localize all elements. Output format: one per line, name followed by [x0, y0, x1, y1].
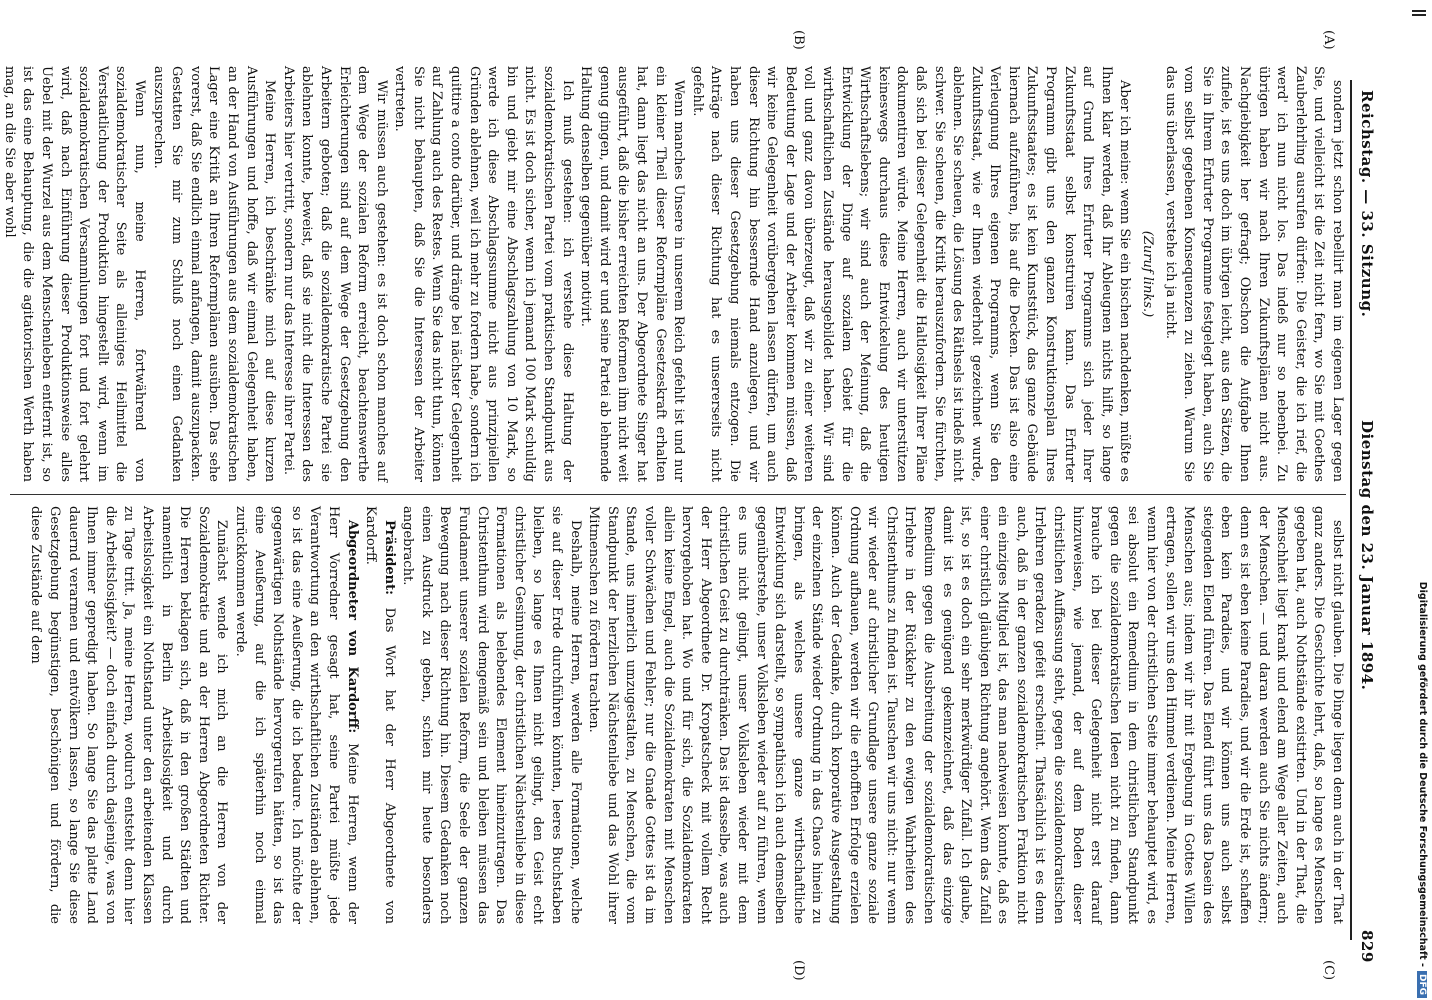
margin-marker-d: (D) [791, 960, 806, 981]
paragraph [398, 506, 584, 924]
speaker-name: Abgeordneter von Kardorff: [344, 520, 360, 734]
paragraph-text: Meine Herren, wenn der Herr Vorredner gesagt hat, seine Partei müßte jede Verantwortung an den wirthschaftlichen Zuständen ablehnen, so ist das eine Aeußerung, die ich bedaure. Ich möchte der gegenwärtigen Nothstände hervorgerufen hätten, so ist das eine Aeußerung, auf die ich späterhin noch einmal zurückkommen werde. [232, 506, 360, 925]
paragraph [0, 66, 148, 482]
interjection: (Zuruf links.) [1140, 230, 1156, 318]
paragraph [148, 66, 278, 482]
paragraph [687, 66, 1133, 482]
paragraph-text: Deshalb, meine Herren, werden alle Formationen, welche sie auf dieser Erde durchführen könnten, leeres Buchstaben bleiben, so lange es Ihnen nicht gelingt, den Geist echt christlicher Gesinnung, der christlichen Nächstenliebe in diese Formationen als belebendes Element hineinzutragen. Das Christenthum wird demgemäß sein und bleiben müssen das Fundament unserer sozialen Reform, die Seele der ganzen Bewegung nach dieser Richtung hin. Diesem Gedanken noch einen Ausdruck zu geben, schien mir heute besonders angebracht. [400, 506, 583, 924]
paragraph-text: Wenn manches Unsere in unserem Reich gefehlt ist und nur ein kleiner Theil dieser Reformpläne Gesetzeskraft erhalten hat, dann liegt das nicht an uns. Der Abgeordnete Singer hat ausgeführt, daß die bisher erreichten Reformen ihm nicht weit genug gingen, und damit wird er und seine Partei ab lehnende Haltung denselben gegenüber motivirt. [578, 66, 687, 482]
paragraph [278, 66, 390, 482]
paragraph [26, 506, 231, 924]
paragraph [230, 506, 360, 924]
header-center: Dienstag den 23. Januar 1894. [1358, 420, 1376, 691]
dfg-logo: DFG [1417, 971, 1427, 998]
header-left: Reichstag. — 33. Sitzung. [1358, 90, 1376, 318]
margin-marker-c: (C) [1321, 960, 1336, 981]
dfg-credit-text: Digitalisierung gefördert durch die Deutsche Forschungsgemeinschaft - [1417, 581, 1428, 967]
paragraph-text: Wenn nun, meine Herren, fortwährend von sozialdemokratischer Seite als alleiniges Heilmittel die Verstaatlichung der Produktion hingestellt wird, wenn im sozialdemokratischen Versammlungen fort und fort gelehrt wird, daß nach Einführung dieser Produktionsweise alles Uebel mit der Wurzel aus dem Menschenleben entfernt ist, so ist das eine Behauptung, die die agitatorischen Werth haben mag, an die Sie aber wohl [1, 66, 147, 482]
paragraph [390, 66, 576, 482]
paragraph [576, 66, 688, 482]
paragraph [1160, 66, 1346, 482]
paragraph-text: sondern jetzt schon rebellirt man im eigenen Lager gegen Sie, und vielleicht ist die Zeit nicht fern, wo Sie mit Goethes Zauberlehrling ausrufen dürfen: Die Geister, die ich rief, die werd' ich nun nicht los. Das indeß nur so nebenbei. Zu übrigen haben wir nach Ihren Zukunftsplänen nicht aus. Nachgiebigkeit her gefragt; Obschon die Aufgabe Ihnen zufiele, ist es uns doch im übrigen leicht, aus den Sätzen, die Sie in Ihrem Erfurter Programme festgelegt haben, auch Sie vom selbst gegebenen Konsequenzen zu ziehen. Warum Sie das uns überlassen, verstehe ich ja nicht. [1162, 66, 1345, 482]
paragraph-text: Wir müssen auch gestehen: es ist doch schon manches auf dem Wege der sozialen Reform erreicht, beachtenswerthe Erleichterungen sind auf dem Wege der Gesetzgebung den Arbeitern geboten; daß die sozialdemokratische Partei sie ablehnen konnte, beweist, daß sie nicht die Interessen des Arbeiters hier vertritt, sondern nur das Interesse ihrer Partei. [280, 66, 389, 482]
paragraph [361, 506, 398, 924]
speaker-name: Präsident: [381, 520, 397, 595]
header-rule [1350, 80, 1352, 940]
paragraph-text: Aber ich meine: wenn Sie ein bischen nachdenken, müßte es Ihnen klar werden, daß Ihr Ableugnen nichts hilft, so lange auf Grund Ihres Erfurter Programms sich jeder Ihrer Zukunftsstaat selbst konstruiren kann. Das Erfurter Programm gibt uns den ganzen Konstruktionsplan Ihres Zukunftsstaates; es ist kein Kunststück, das ganze Gebäude hiernach aufzuführen, bis auf die Decken. Das ist also eine Verleugnung Ihres eigenen Programms, wenn Sie den Zukunftsstaat, wie er Ihnen wiederholt gezeichnet wurde, ablehnen. Sie scheuen, die Lösung des Räthsels ist indeß nicht schwer. Sie scheuen, die Kritik herauszufordern. Sie fürchten, daß sich bei dieser Gelegenheit die Haltlosigkeit Ihrer Pläne dokumentiren würde. Meine Herren, auch wir unterstützen keineswegs durchaus diese Entwickelung des heutigen Wirthschaftslebens; wir sind auch der Meinung, daß die Entwicklung der Dinge auf sozialem Gebiet für die wirthschaftlichen Zustände herausgebildet haben. Wir sind voll und ganz davon überzeugt, daß wir zu einer weiteren Bedeutung der Lage und der Arbeiter kommen müssen, daß wir keine Gelegenheit vorübergehen lassen dürfen, um auch dieser Richtung hin bessernde Hand anzulegen, und wir haben uns dieser Gesetzgebung niemals entzogen. Die Anträge nach dieser Richtung hat es unsererseits nicht gefehlt. [689, 66, 1133, 482]
text-column-right [6, 506, 1346, 924]
margin-marker-b: (B) [791, 30, 806, 50]
paragraph [584, 506, 1346, 924]
paragraph-text: Zunächst wende ich mich an die Herren von der Sozialdemokratie und an der Herren Abgeordneten Richter. Die Herren beklagen sich, daß in den großen Städten und namentlich in Berlin Arbeitslosigkeit und durch Arbeitslosigkeit ein Nothstand unter den arbeitenden Klassen zu Tage tritt. Ja, meine Herren, wodurch entsteht denn hier die Arbeitslosigkeit? — doch einfach durch dasjenige, was von Ihnen immer gepredigt haben. So lange Sie das platte Land dauernd verarmen und entvölkern lassen, so lange Sie diese Gesetzgebung begünstigen, beschönigen und fördern, die diese Zustände auf dem [28, 506, 230, 924]
column-divider [10, 494, 1346, 495]
paragraph-text: Das Wort hat der Herr Abgeordnete von Kardorff. [363, 506, 397, 924]
text-column-left [1, 66, 1346, 482]
paragraph-text: selbst nicht glauben. Die Dinge liegen denn auch in der That ganz anders. Die Geschichte lehrt, daß, so lange es Menschen gegeben hat, auch Nothstände existirten. Und in der That, die Menschheit liegt krank und elend am Wege aller Zeiten, auch der Menschen. — und daran werden auch Sie nichts ändern; denn es ist eben keine Paradies, und wir die Erde ist, schaffen eben kein Paradies, und wir können uns auch selbst steigenden Elend führen. Das Elend führt uns das Dasein des Menschen aus; indem wir ihr mit Ergebung in Gottes Willen ertragen, sollen wir uns den Himmel verdienen. Meine Herren, wenn hier von der christlichen Seite immer behauptet wird, es sei absolut ein Remedium in dem christlichen Standpunkt gegen die sozialdemokratischen Ideen nicht zu finden, dann brauche ich bei dieser Gelegenheit nicht erst darauf hinzuweisen, wie jemand, der auf dem Boden dieser christlichen Auffassung steht, gegen die sozialdemokratischen Irrlehren geradezu gefeit erscheint. Thatsächlich ist es denn auch, daß in der ganzen sozialdemokratischen Fraktion nicht ein einziges Mitglied ist, das man nachweisen konnte, daß es einer christlich gläubigen Richtung angehört. Wenn das Zufall ist, so ist es doch ein sehr merkwürdiger Zufall. Ich glaube, damit ist es genügend gekennzeichnet, daß das einzige Remedium gegen die Ausbreitung der sozialdemokratischen Irrlehre in der Rückkehr zu den ewigen Wahrheiten des Christenthums zu finden ist. Tauschen wir uns nicht: nur wenn wir wieder auf christlicher Grundlage unsere ganze soziale Ordnung aufbauen, werden wir die erhofften Erfolge erzielen können. Auch der Gedanke, durch korporative Ausgestaltung der einzelnen Stände wieder Ordnung in das Chaos hinein zu bringen, als welches unsere ganze wirthschaftliche Entwicklung sich darstellt, so sympathisch ich auch demselben gegenüberstehe, unser Volksleben wieder auf zu führen, wenn es uns nicht gelingt, unser Volksleben wieder mit dem christlichen Geist zu durchtränken. Das ist dasselbe, was auch der Herr Abgeordnete Dr. Kropatscheck mit vollem Recht hervorgehoben hat. Wo und für sich, die Sozialdemokraten allein keine Engel, auch die Sozialdemokraten mit Menschen voller Schwächen und Fehler; nur die Gnade Gottes ist da im Stande, uns innerlich umzugestalten, zu Menschen, die vom Standpunkt der herzlichen Nächstenliebe und das Wohl ihrer Mitmenschen zu fördern trachten. [586, 506, 1345, 924]
dfg-credit [1417, 8, 1428, 998]
page-number: 829 [1358, 930, 1376, 963]
paragraph-text: Ich muß gestehen: ich verstehe diese Haltung der sozialdemokratischen Partei vom praktischen Standpunkt aus nicht. Es ist doch sicher, wenn ich jemand 100 Mark schuldig bin und giebt mir eine Abschlagszahlung von 10 Mark, so werde ich diese Abschlagssumme nicht aus prinzipiellen Gründen ablehnen, weil ich mehr zu fordern habe, sondern ich quittire a conto darüber, und dränge bei nächster Gelegenheit auf Zahlung auch des Restes. Wenn Sie das nicht thun, können Sie nicht behaupten, daß Sie die Interessen der Arbeiter vertreten. [392, 66, 575, 482]
margin-marker-a: (A) [1321, 30, 1336, 50]
dfg-credit-strip [1408, 8, 1428, 998]
paragraph-text: Meine Herren, ich beschränke mich auf diese kurzen Ausführungen und hoffe, daß wir einmal Gelegenheit haben, an der Hand von Ausführungen aus dem sozialdemokratischen Lager eine Kritik an Ihren Reformplänen ausüben. Das sehe vorerst, daß Sie endlich einmal anfangen, damit auszupacken. Gestatten Sie mir zum Schluß noch einen Gedanken auszusprechen. [150, 66, 278, 482]
